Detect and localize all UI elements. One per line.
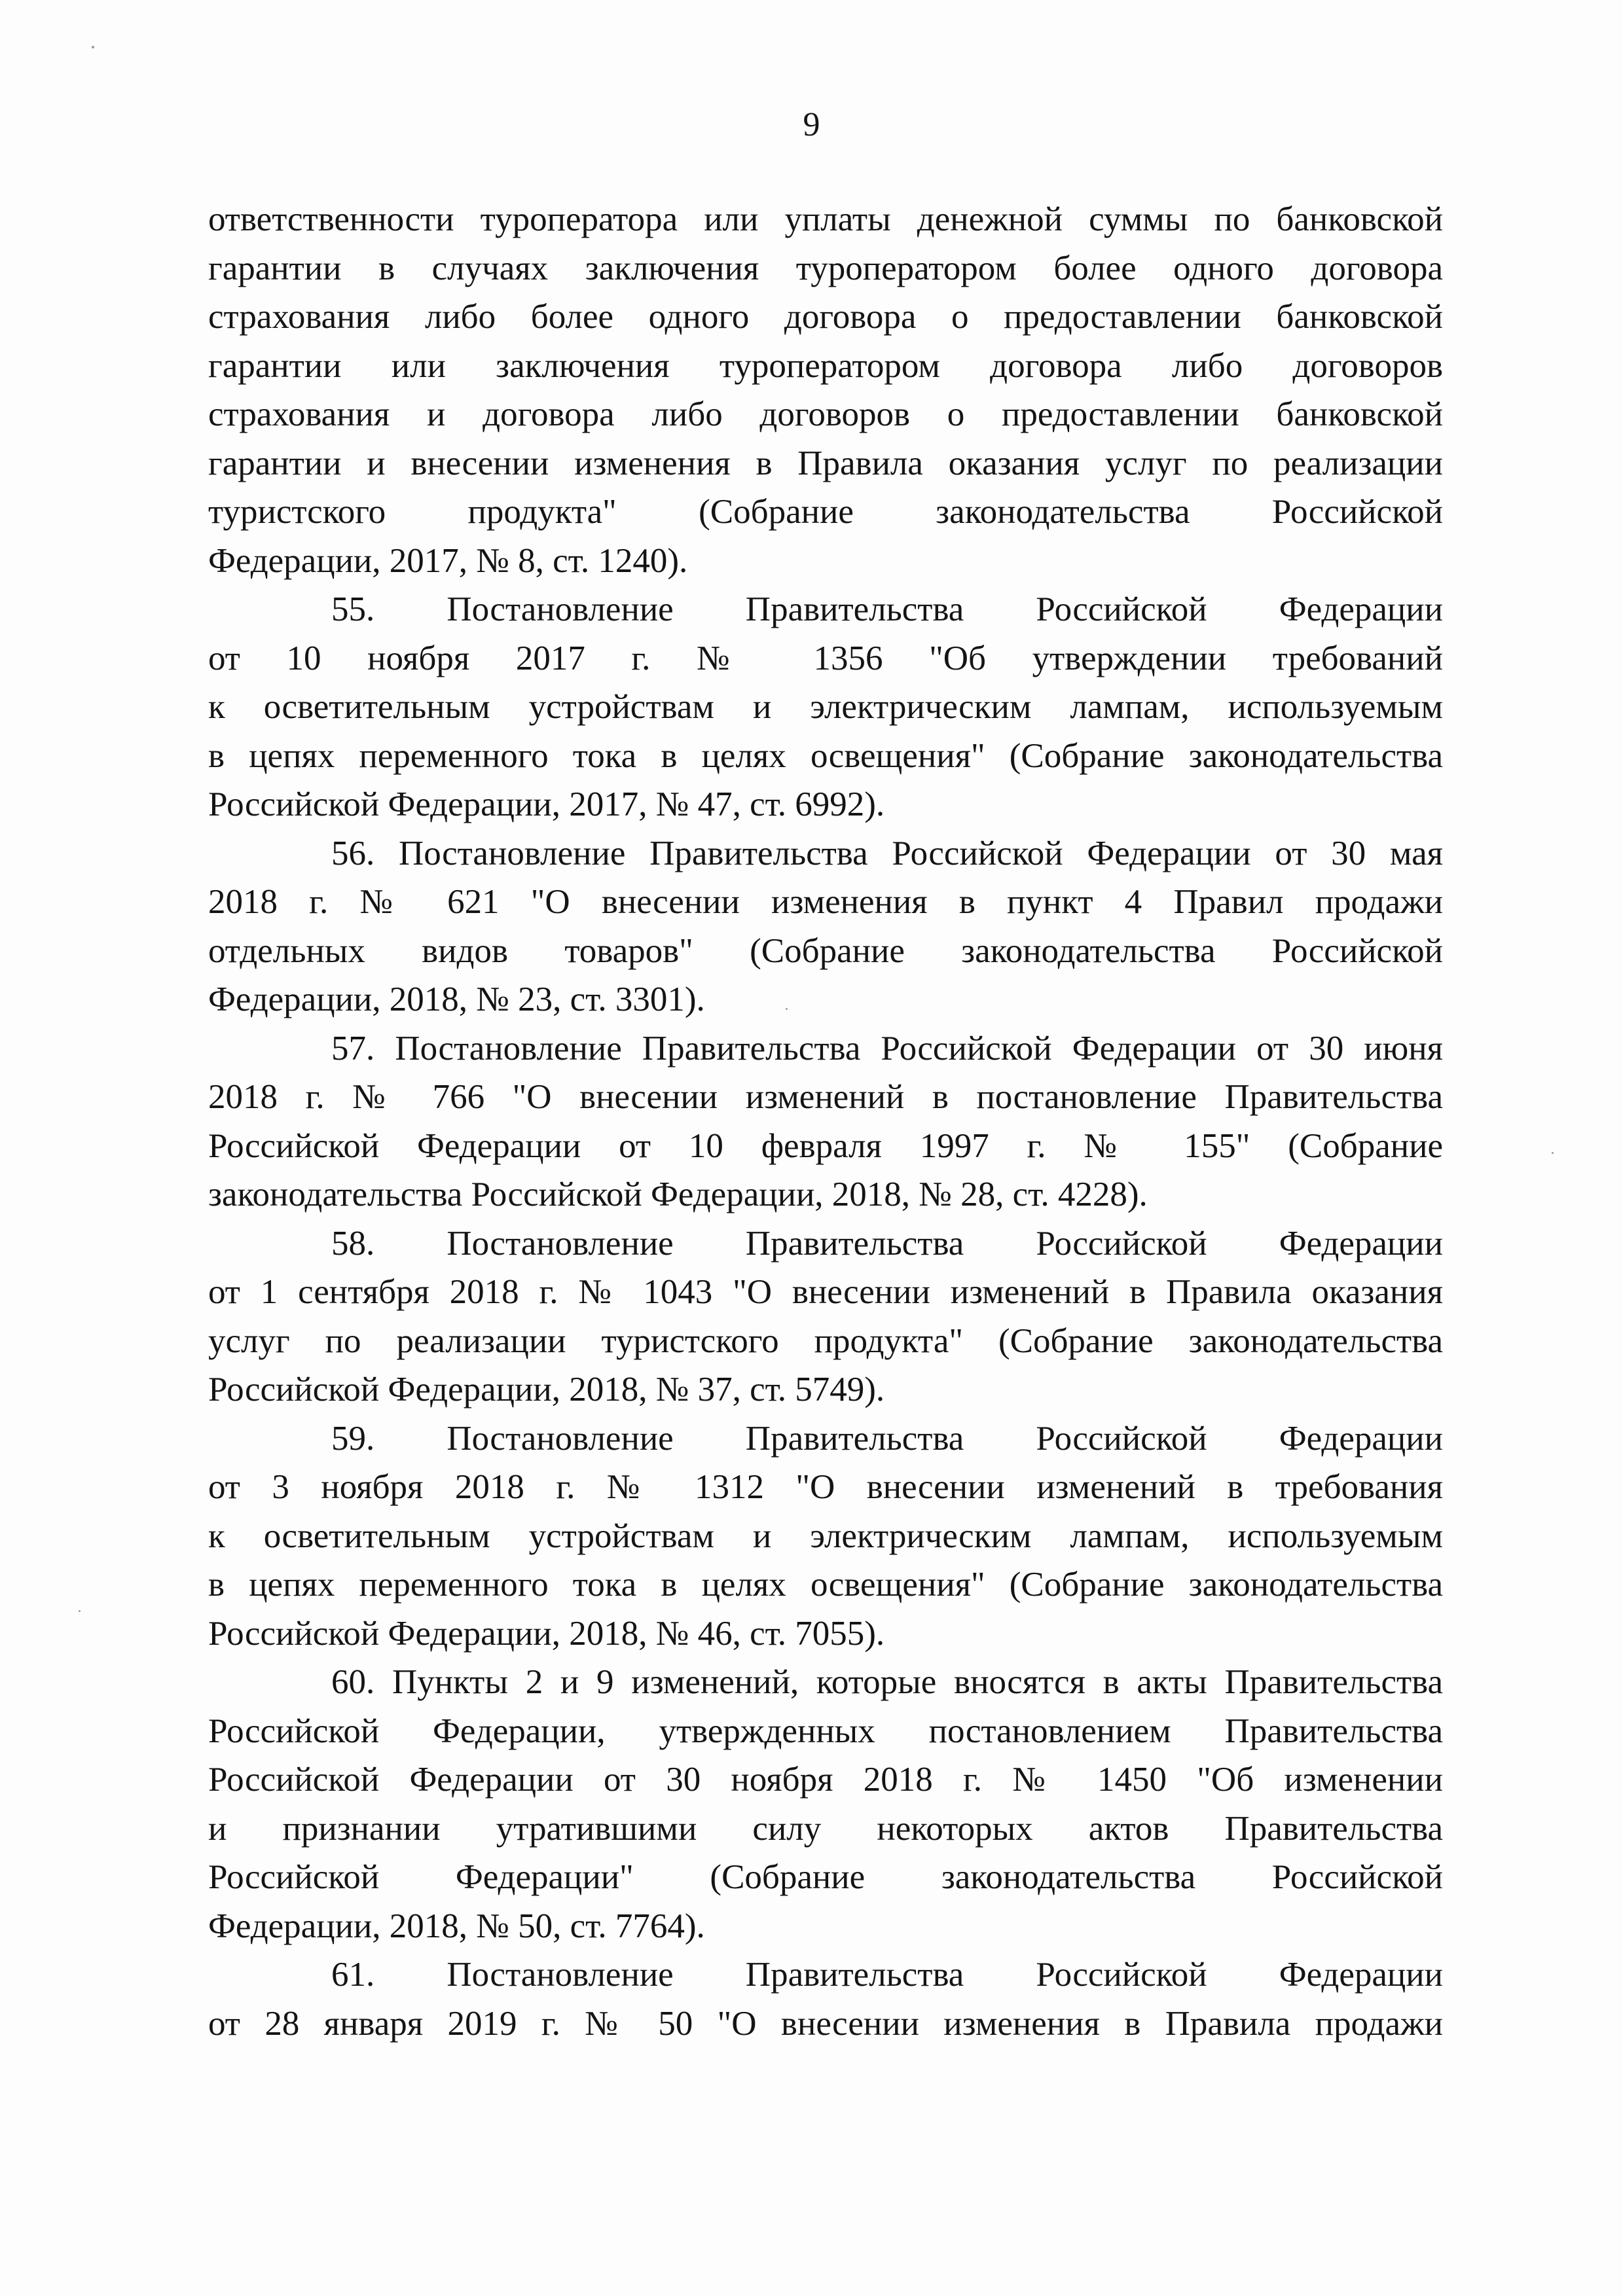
paragraph-p58 <box>208 1219 1443 1414</box>
text-line: 56. Постановление Правительства Российской Федерации от 30 мая <box>331 834 1443 872</box>
text-line: Российской Федерации от 10 февраля 1997 г. № 155" (Собрание <box>208 1126 1443 1165</box>
text-line: отдельных видов товаров" (Собрание законодательства Российской <box>208 931 1443 970</box>
text-line: и признании утратившими силу некоторых актов Правительства <box>208 1809 1443 1848</box>
text-line: Федерации, 2018, № 50, ст. 7764). <box>208 1907 705 1945</box>
text-line: страхования либо более одного договора о предоставлении банковской <box>208 298 1443 336</box>
text-line: законодательства Российской Федерации, 2018, № 28, ст. 4228). <box>208 1175 1148 1213</box>
text-line: 2018 г. № 766 "О внесении изменений в постановление Правительства <box>208 1078 1443 1116</box>
text-line: 60. Пункты 2 и 9 изменений, которые вносятся в акты Правительства <box>331 1663 1443 1701</box>
text-line: в цепях переменного тока в целях освещения" (Собрание законодательства <box>208 1566 1443 1604</box>
paragraph-p54-cont <box>208 195 1443 585</box>
text-line: от 10 ноября 2017 г. № 1356 "Об утверждении требований <box>208 639 1443 677</box>
text-line: 57. Постановление Правительства Российской Федерации от 30 июня <box>331 1029 1443 1067</box>
scan-speck <box>1552 1152 1554 1154</box>
paragraph-p59 <box>208 1414 1443 1659</box>
text-line: ответственности туроператора или уплаты денежной суммы по банковской <box>208 200 1443 238</box>
text-line: 58. Постановление Правительства Российской Федерации <box>331 1224 1443 1263</box>
text-line: от 28 января 2019 г. № 50 "О внесении изменения в Правила продажи <box>208 2004 1443 2043</box>
scan-speck <box>92 46 94 48</box>
text-line: гарантии или заключения туроператором договора либо договоров <box>208 346 1443 385</box>
text-line: 55. Постановление Правительства Российской Федерации <box>331 590 1443 628</box>
scan-speck <box>786 1008 788 1010</box>
text-line: от 3 ноября 2018 г. № 1312 "О внесении изменений в требования <box>208 1468 1443 1506</box>
text-line: Федерации, 2018, № 23, ст. 3301). <box>208 980 705 1018</box>
text-line: Российской Федерации, 2017, № 47, ст. 6992). <box>208 785 885 823</box>
text-line: в цепях переменного тока в целях освещения" (Собрание законодательства <box>208 736 1443 775</box>
paragraph-p55 <box>208 585 1443 829</box>
text-line: от 1 сентября 2018 г. № 1043 "О внесении изменений в Правила оказания <box>208 1273 1443 1311</box>
page-number: 9 <box>803 106 820 143</box>
scan-speck <box>79 1610 81 1612</box>
text-line: к осветительным устройствам и электрическим лампам, используемым <box>208 688 1443 726</box>
text-line: 61. Постановление Правительства Российской Федерации <box>331 1956 1443 1994</box>
text-line: Федерации, 2017, № 8, ст. 1240). <box>208 541 688 580</box>
text-line: Российской Федерации, 2018, № 37, ст. 5749). <box>208 1371 885 1408</box>
text-line: гарантии в случаях заключения туроператором более одного договора <box>208 249 1443 287</box>
text-line: услуг по реализации туристского продукта" (Собрание законодательства <box>208 1321 1443 1360</box>
text-line: страхования и договора либо договоров о предоставлении банковской <box>208 395 1443 433</box>
text-line: Российской Федерации, утвержденных постановлением Правительства <box>208 1712 1443 1750</box>
text-line: гарантии и внесении изменения в Правила оказания услуг по реализации <box>208 444 1443 482</box>
document-body <box>208 195 1443 2048</box>
paragraph-p60 <box>208 1658 1443 1950</box>
text-line: туристского продукта" (Собрание законодательства Российской <box>208 493 1443 531</box>
text-line: Российской Федерации от 30 ноября 2018 г. № 1450 "Об изменении <box>208 1761 1443 1799</box>
text-line: 59. Постановление Правительства Российской Федерации <box>331 1419 1443 1458</box>
paragraph-p56 <box>208 829 1443 1024</box>
text-line: 2018 г. № 621 "О внесении изменения в пункт 4 Правил продажи <box>208 883 1443 921</box>
text-line: Российской Федерации, 2018, № 46, ст. 7055). <box>208 1614 885 1653</box>
paragraph-p57 <box>208 1024 1443 1219</box>
text-line: к осветительным устройствам и электрическим лампам, используемым <box>208 1516 1443 1555</box>
paragraph-p61 <box>208 1950 1443 2048</box>
text-line: Российской Федерации" (Собрание законодательства Российской <box>208 1858 1443 1896</box>
